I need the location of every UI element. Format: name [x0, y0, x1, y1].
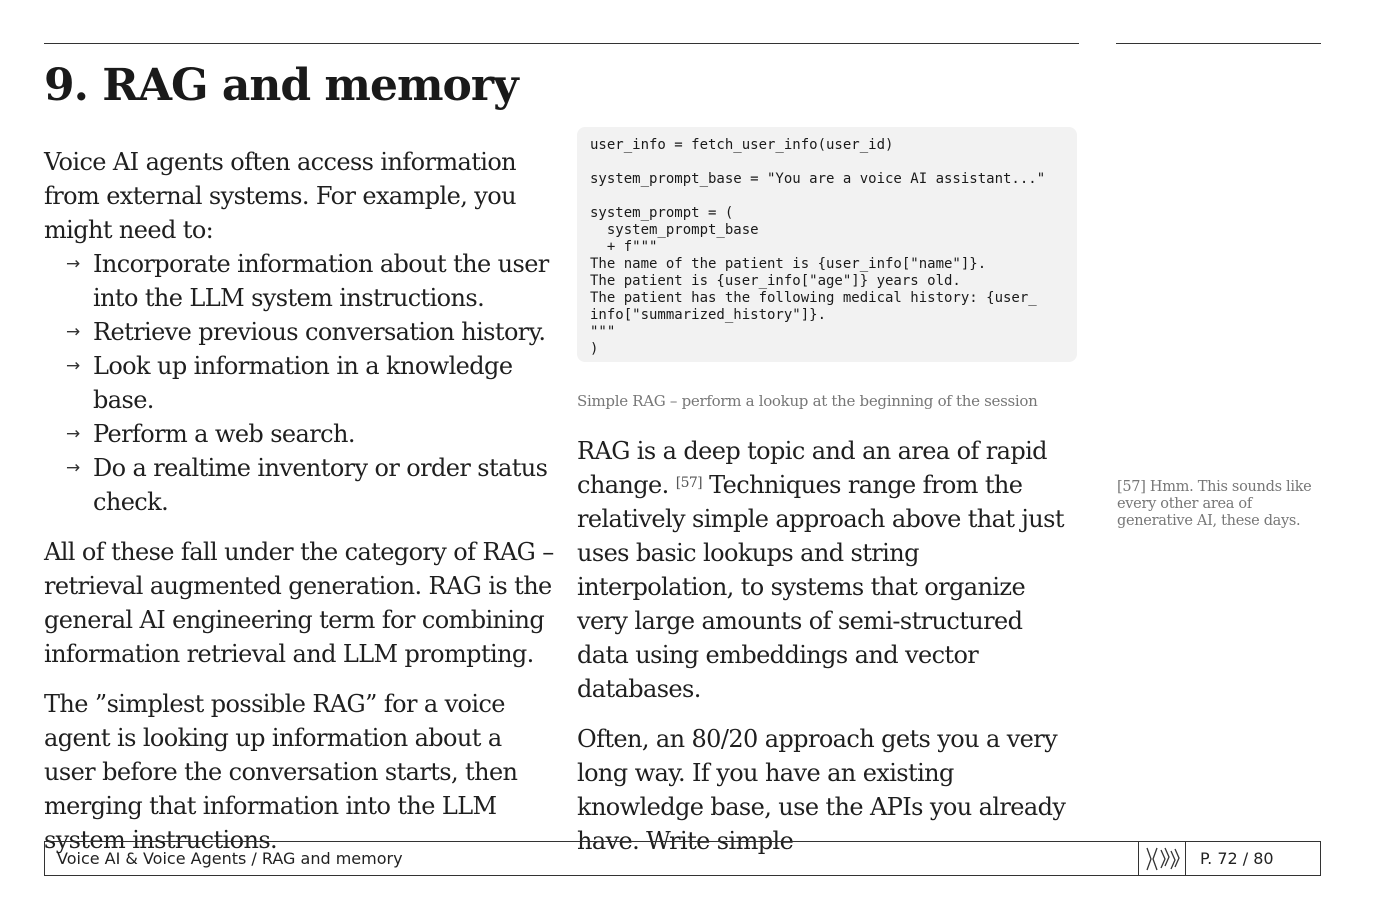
breadcrumb[interactable]: Voice AI & Voice Agents / RAG and memory [57, 849, 403, 868]
left-column [44, 145, 558, 873]
list-item: → Incorporate information about the user into the LLM system instructions. [44, 247, 558, 315]
list-item: → Look up information in a knowledge base. [44, 349, 558, 417]
page-title: 9. RAG and memory [44, 60, 518, 111]
page-footer [44, 841, 1321, 876]
arrow-right-icon: → [66, 254, 80, 274]
brand-waves-icon [1138, 842, 1186, 875]
list-item: → Retrieve previous conversation history. [44, 315, 558, 349]
sidenote: [57] Hmm. This sounds like every other area of generative AI, these days. [1117, 479, 1312, 529]
rag-topic-paragraph: RAG is a deep topic and an area of rapid change. [57] Techniques range from the relatively simple approach above that just uses basic lookups and string interpolation, to systems that organize very large amounts of semi-structured data using embeddings and vector databases. [577, 437, 1064, 703]
code-caption: Simple RAG – perform a lookup at the beginning of the session [577, 392, 1038, 410]
arrow-right-icon: → [66, 458, 80, 478]
top-rule [44, 43, 1079, 44]
intro-paragraph: Voice AI agents often access information from external systems. For example, you might need to: [44, 148, 517, 244]
list-item: → Perform a web search. [44, 417, 558, 451]
code-text: user_info = fetch_user_info(user_id) system_prompt_base = "You are a voice AI assistant..." system_prompt = ( system_prompt_base + f""" The name of the patient is {user_info["name"]}. The patient is {user_info["age"]} years old. The patient has the following medical history: {user_ info["summarized_history"]}. """ ) [590, 137, 1046, 357]
simplest-rag-paragraph: The ”simplest possible RAG” for a voice agent is looking up information about a user before the conversation starts, then merging that information into the LLM system instructions. [44, 690, 518, 854]
list-item: → Do a realtime inventory or order status check. [44, 451, 558, 519]
rag-definition-paragraph: All of these fall under the category of RAG – retrieval augmented generation. RAG is the general AI engineering term for combining information retrieval and LLM prompting. [44, 538, 554, 668]
sidebar-top-rule [1116, 43, 1321, 44]
arrow-right-icon: → [66, 322, 80, 342]
bullet-list [44, 247, 558, 519]
page-number: P. 72 / 80 [1200, 849, 1274, 868]
approach-paragraph: Often, an 80/20 approach gets you a very long way. If you have an existing knowledge base, use the APIs you already have. Write simple [577, 725, 1066, 855]
right-column [577, 434, 1079, 874]
footnote-reference[interactable]: [57] [675, 475, 703, 491]
arrow-right-icon: → [66, 356, 80, 376]
code-block [577, 127, 1077, 362]
arrow-right-icon: → [66, 424, 80, 444]
